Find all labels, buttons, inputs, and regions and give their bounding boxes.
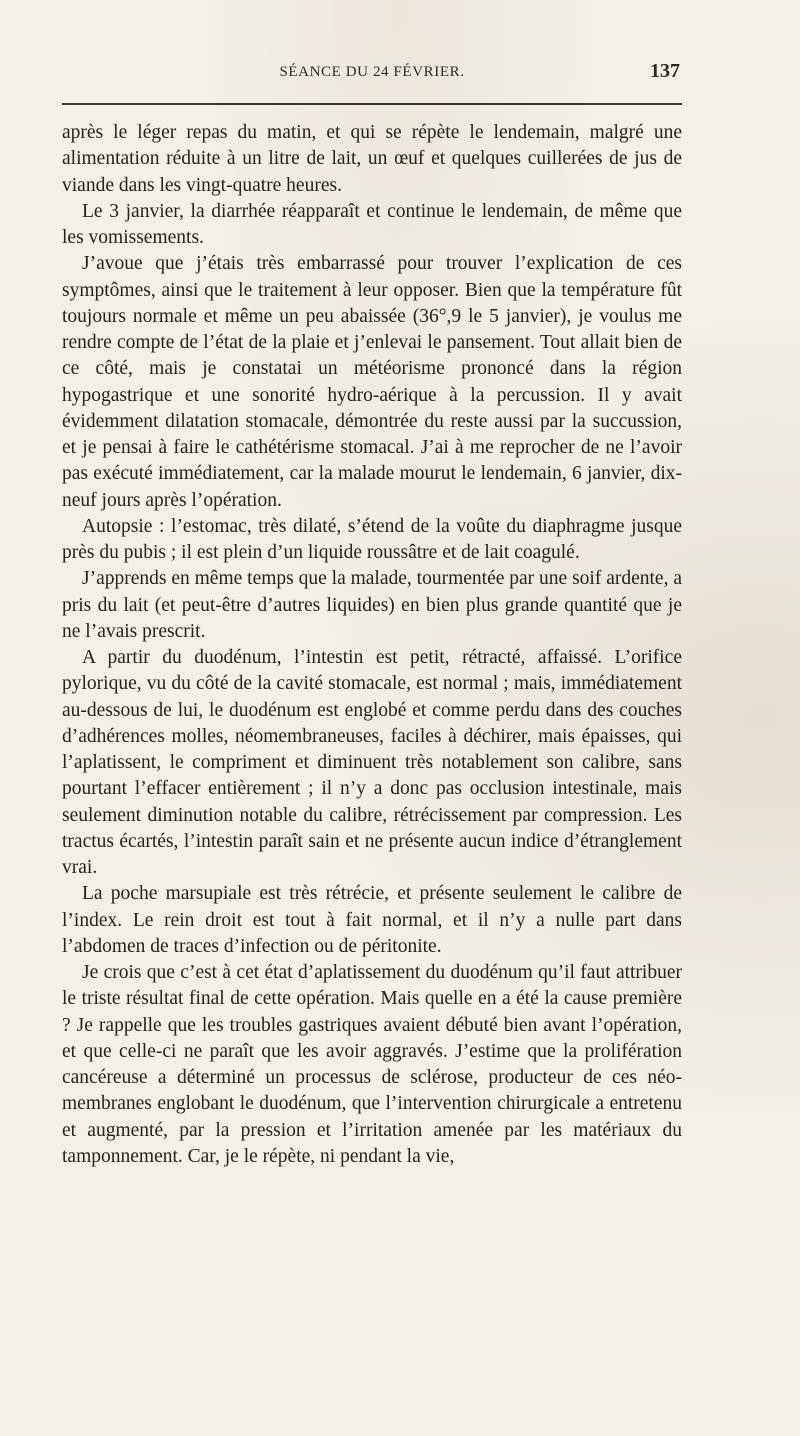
paragraph: Je crois que c’est à cet état d’aplatissement du duodénum qu’il faut attribuer le triste résultat final de cette opération. Mais quelle en a été la cause première ? Je rappelle que les troubles gastriques avaient débuté bien avant l’opération, et que celle-ci ne paraît que les avoir aggravés. J’estime que la prolifération cancéreuse a déterminé un processus de sclérose, producteur de ces néo-membranes englobant le duodénum, que l’intervention chirurgicale a entretenu et augmenté, par la pression et l’irritation amenée par les matériaux du tamponnement. Car, je le répète, ni pendant la vie, bbox=[62, 962, 682, 1167]
header-rule bbox=[62, 103, 682, 105]
paragraph: J’avoue que j’étais très embarrassé pour trouver l’explication de ces symptômes, ainsi que le traitement à leur opposer. Bien que la température fût toujours normale et même un peu abaissée (36°,9 le 5 janvier), je voulus me rendre compte de l’état de la plaie et j’enlevai le pansement. Tout allait bien de ce côté, mais je constatai un météorisme prononcé dans la région hypogastrique et une sonorité hydro-aérique à la percussion. Il y avait évidemment dilatation stomacale, démontrée du reste aussi par la succussion, et je pensai à faire le cathétérisme stomacal. J’ai à me reprocher de ne l’avoir pas exécuté immédiatement, car la malade mourut le lendemain, 6 janvier, dix-neuf jours après l’opération. bbox=[62, 253, 682, 511]
running-head: SÉANCE DU 24 FÉVRIER. bbox=[279, 64, 465, 80]
paragraph: A partir du duodénum, l’intestin est petit, rétracté, affaissé. L’orifice pylorique, vu du côté de la cavité stomacale, est normal ; mais, immédiatement au-dessous de lui, le duodénum est englobé et comme perdu dans des couches d’adhérences molles, néomembraneuses, faciles à déchirer, mais épaisses, qui l’aplatissent, le compriment et diminuent très notablement son calibre, sans pourtant l’effacer entièrement ; il n’y a donc pas occlusion intestinale, mais seulement diminution notable du calibre, rétrécissement par compression. Les tractus écartés, l’intestin paraît sain et ne présente aucun indice d’étranglement vrai. bbox=[62, 647, 682, 878]
paragraph: Le 3 janvier, la diarrhée réapparaît et continue le lendemain, de même que les vomissements. bbox=[62, 200, 682, 248]
page-header bbox=[62, 60, 682, 88]
paragraph: La poche marsupiale est très rétrécie, et présente seulement le calibre de l’index. Le rein droit est tout à fait normal, et il n’y a nulle part dans l’abdomen de traces d’infection ou de péritonite. bbox=[62, 883, 682, 957]
paragraph: J’apprends en même temps que la malade, tourmentée par une soif ardente, a pris du lait (et peut-être d’autres liquides) en bien plus grande quantité que je ne l’avais prescrit. bbox=[62, 568, 682, 642]
body-text bbox=[62, 120, 682, 1170]
page-number: 137 bbox=[650, 60, 680, 82]
paragraph: Autopsie : l’estomac, très dilaté, s’étend de la voûte du diaphragme jusque près du pubis ; il est plein d’un liquide roussâtre et de lait coagulé. bbox=[62, 515, 682, 563]
paragraph: après le léger repas du matin, et qui se répète le lendemain, malgré une alimentation réduite à un litre de lait, un œuf et quelques cuillerées de jus de viande dans les vingt-quatre heures. bbox=[62, 122, 682, 196]
